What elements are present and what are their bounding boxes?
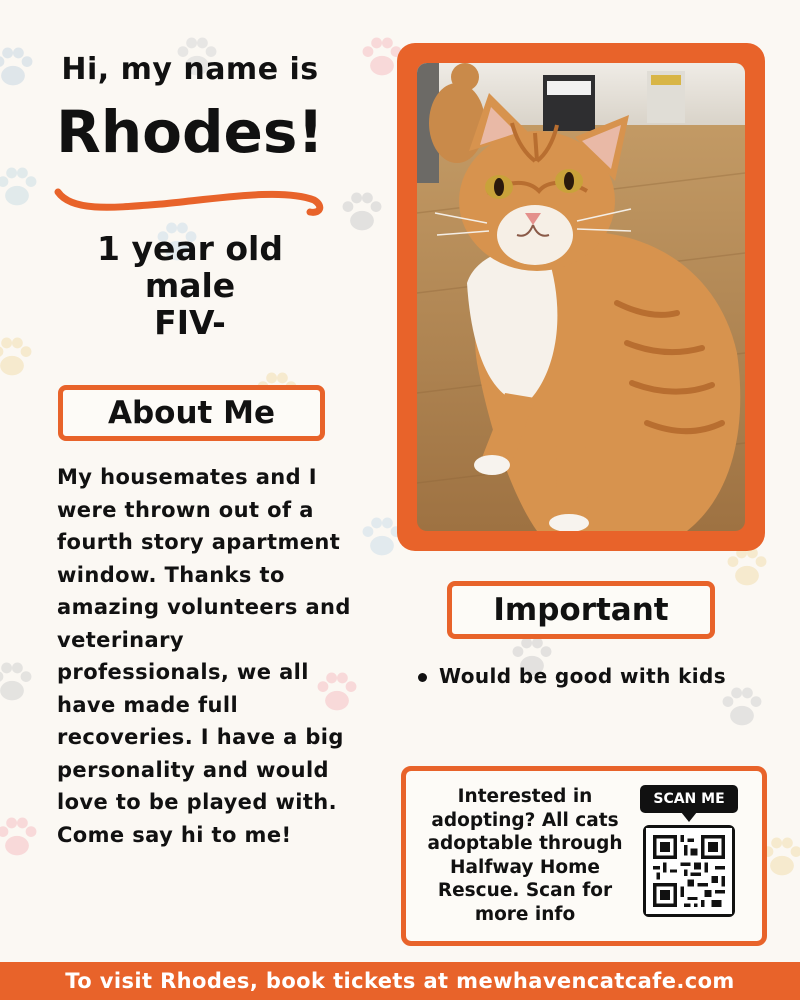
scan-me-badge: SCAN ME [640,785,738,813]
paw-print-icon [715,680,769,734]
greeting-text: Hi, my name is [61,52,319,87]
important-heading: Important [447,581,715,639]
age-text: 1 year old [97,229,283,268]
paw-print-icon [0,810,44,864]
sex-text: male [144,266,236,305]
adoption-info-text: Interested in adopting? All cats adoptable through Halfway Home Rescue. Scan for more info [427,786,623,925]
paw-print-icon [0,160,44,214]
paw-print-icon [335,185,389,239]
paw-print-icon [0,330,39,384]
swoosh-underline [52,178,327,220]
paw-print-icon [0,40,40,94]
footer-text[interactable]: To visit Rhodes, book tickets at mewhavencatcafe.com [65,969,735,993]
footer-banner [0,962,800,1000]
adoption-info-box [401,766,767,946]
about-me-text: My housemates and I were thrown out of a fourth story apartment window. Thanks to amazing volunteers and veterinary professionals, we all have made full recoveries. I have a big personality and would love to be played with. Come say hi to me! [57,465,351,847]
fiv-status-text: FIV- [154,303,226,342]
important-item-text: Would be good with kids [439,664,727,688]
important-list-item [418,664,778,688]
bullet-dot-icon [418,673,427,682]
paw-print-icon [0,655,39,709]
cat-photo [417,63,745,531]
photo-frame [397,43,765,551]
qr-code-icon[interactable] [643,825,735,917]
cat-facts [40,230,340,341]
about-me-heading: About Me [58,385,325,441]
cat-name: Rhodes! [56,98,324,166]
